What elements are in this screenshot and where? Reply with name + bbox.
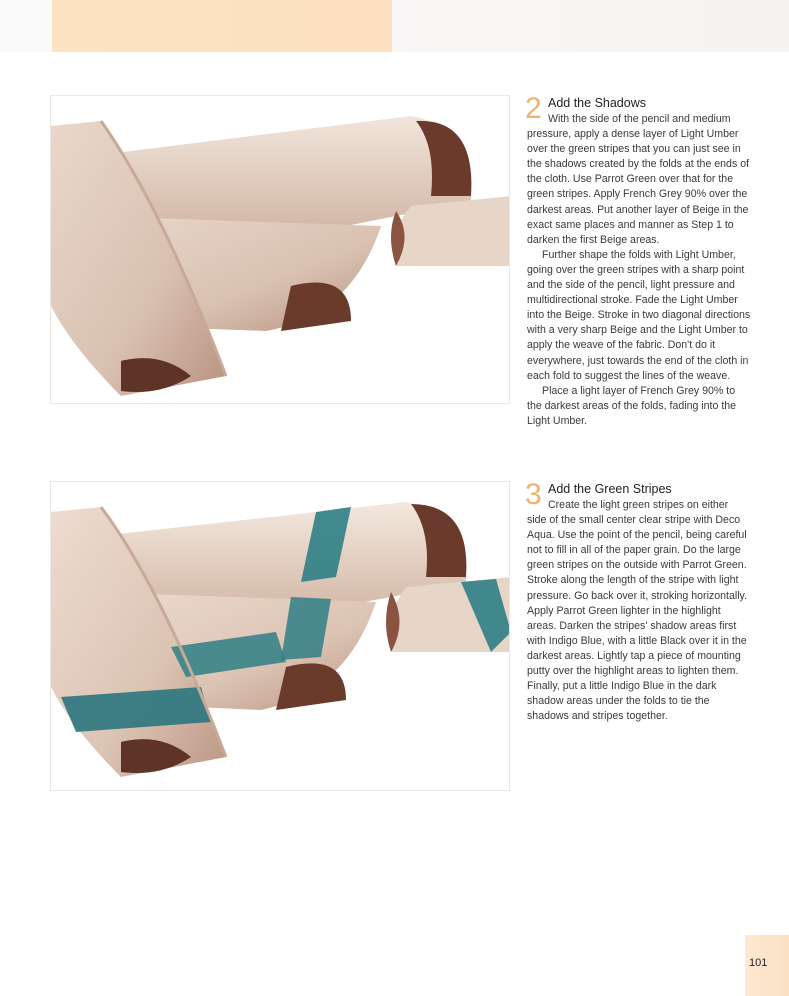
step-2-paragraph-1: pressure, apply a dense layer of Light Umber over the green stripes that you can just see in the shadows created by the folds at the ends of the cloth. Use Parrot Green over that for the green stripes. Apply French Grey 90% over the darkest areas. Put another layer of Beige in the exact same places and manner as Step 1 to darken the first Beige areas.: [527, 128, 750, 246]
step-3-paragraph-1: side of the small center clear stripe with Deco Aqua. Use the point of the pencil, being careful not to fill in all of the paper grain. Do the large green stripes on the outside with Parrot Green. Stroke along the length of the stripe with light pressure. Go back over it, stroking horizontally. Apply Parrot Green lighter in the highlight areas. Darken the stripes' shadow areas first with Indigo Blue, with a little Black over it in the darkest areas. Lightly tap a piece of mounting putty over the highlight areas to lighten them. Finally, put a little Indigo Blue in the dark shadow areas under the folds to tie the shadows and stripes together.: [527, 514, 748, 723]
step-2-paragraph-3: Place a light layer of French Grey 90% to the darkest areas of the folds, fading into the Light Umber.: [527, 384, 737, 427]
header-color-tab: [52, 0, 392, 52]
step-2-body: [527, 112, 752, 429]
step-2-number: 2: [525, 92, 542, 125]
step-3-body: [527, 498, 752, 724]
step-2-title: Add the Shadows: [548, 96, 646, 110]
step-3-lead: Create the light green stripes on either: [548, 499, 729, 511]
step-3-title: Add the Green Stripes: [548, 482, 672, 496]
step-3: [525, 478, 752, 724]
illustration-shadows: [50, 95, 510, 404]
page-number: 101: [749, 957, 768, 969]
cloth-rolled-end: [393, 196, 510, 266]
illustration-green-stripes: [50, 481, 510, 791]
step-2-paragraph-2: Further shape the folds with Light Umber, going over the green stripes with a sharp point and the side of the pencil, light pressure and multidirectional stroke. Fade the Light Umber into the Beige. Stroke in two diagonal directions with a very sharp Beige and the Light Umber to apply the weave of the fabric. Don't do it everywhere, just towards the end of the cloth in each fold to suggest the lines of the weave.: [527, 248, 751, 382]
step-2-lead: With the side of the pencil and medium: [548, 113, 731, 125]
step-2: [525, 92, 752, 429]
step-3-number: 3: [525, 478, 542, 511]
